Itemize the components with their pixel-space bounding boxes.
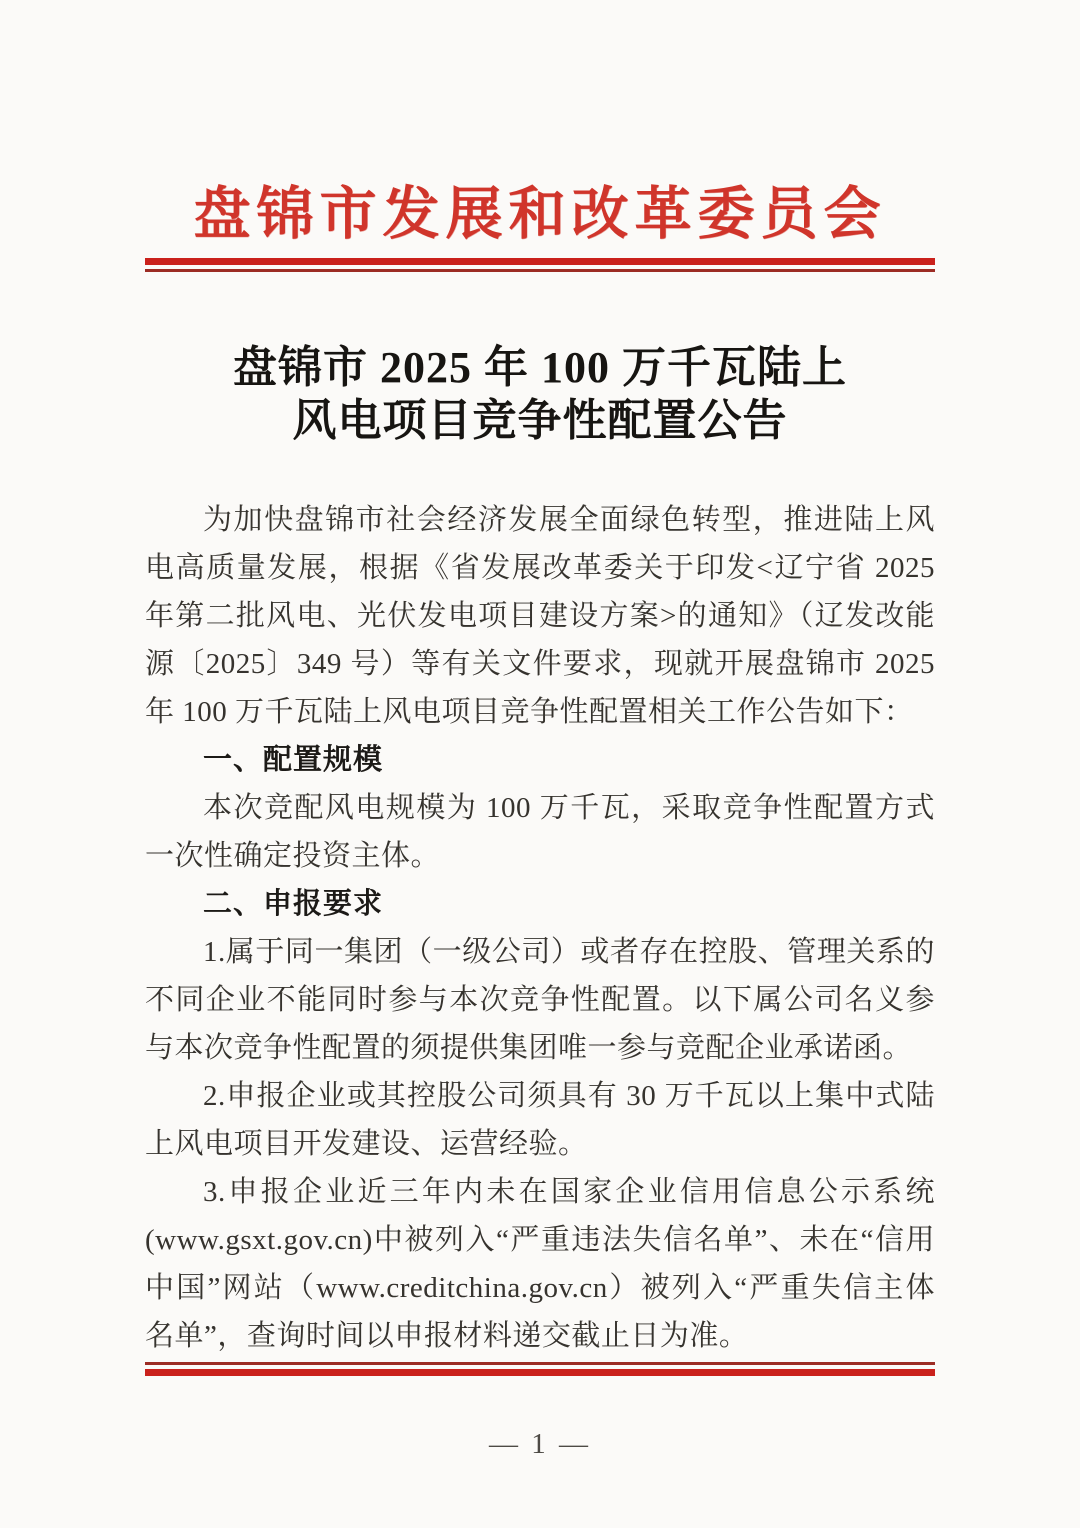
footer-rule-thin [145,1362,935,1365]
document-footer [0,1362,1080,1461]
masthead-divider [145,258,935,272]
footer-divider [145,1362,935,1376]
masthead [145,0,935,272]
document-title-line-2: 风电项目竞争性配置公告 [292,396,788,445]
masthead-rule-thin [145,269,935,272]
issuing-authority-title: 盘锦市发展和改革委员会 [193,183,887,246]
masthead-rule-thick [145,258,935,265]
document-title [145,341,935,447]
paragraph-requirement-3: 3.申报企业近三年内未在国家企业信用信息公示系统(www.gsxt.gov.cn)中被列入“严重违法失信名单”、未在“信用中国”网站（www.creditchina.gov.cn）被列入“严重失信主体名单”，查询时间以申报材料递交截止日为准。 [145,1176,935,1352]
document-body [145,496,935,1360]
paragraph-scale: 本次竞配风电规模为 100 万千瓦，采取竞争性配置方式一次性确定投资主体。 [145,792,935,872]
paragraph-intro: 为加快盘锦市社会经济发展全面绿色转型，推进陆上风电高质量发展，根据《省发展改革委关于印发<辽宁省 2025 年第二批风电、光伏发电项目建设方案>的通知》（辽发改能源〔2025〕349 号）等有关文件要求，现就开展盘锦市 2025 年 100 万千瓦陆上风电项目竞争性配置相关工作公告如下： [145,504,935,728]
footer-rule-thick [145,1369,935,1376]
page-number: — 1 — [489,1428,591,1460]
section-heading-2: 二、申报要求 [203,888,384,920]
section-heading-1: 一、配置规模 [203,744,384,776]
paragraph-requirement-2: 2.申报企业或其控股公司须具有 30 万千瓦以上集中式陆上风电项目开发建设、运营经验。 [145,1080,935,1160]
document-title-line-1: 盘锦市 2025 年 100 万千瓦陆上 [233,343,847,392]
paragraph-requirement-1: 1.属于同一集团（一级公司）或者存在控股、管理关系的不同企业不能同时参与本次竞争性配置。以下属公司名义参与本次竞争性配置的须提供集团唯一参与竞配企业承诺函。 [145,936,935,1064]
